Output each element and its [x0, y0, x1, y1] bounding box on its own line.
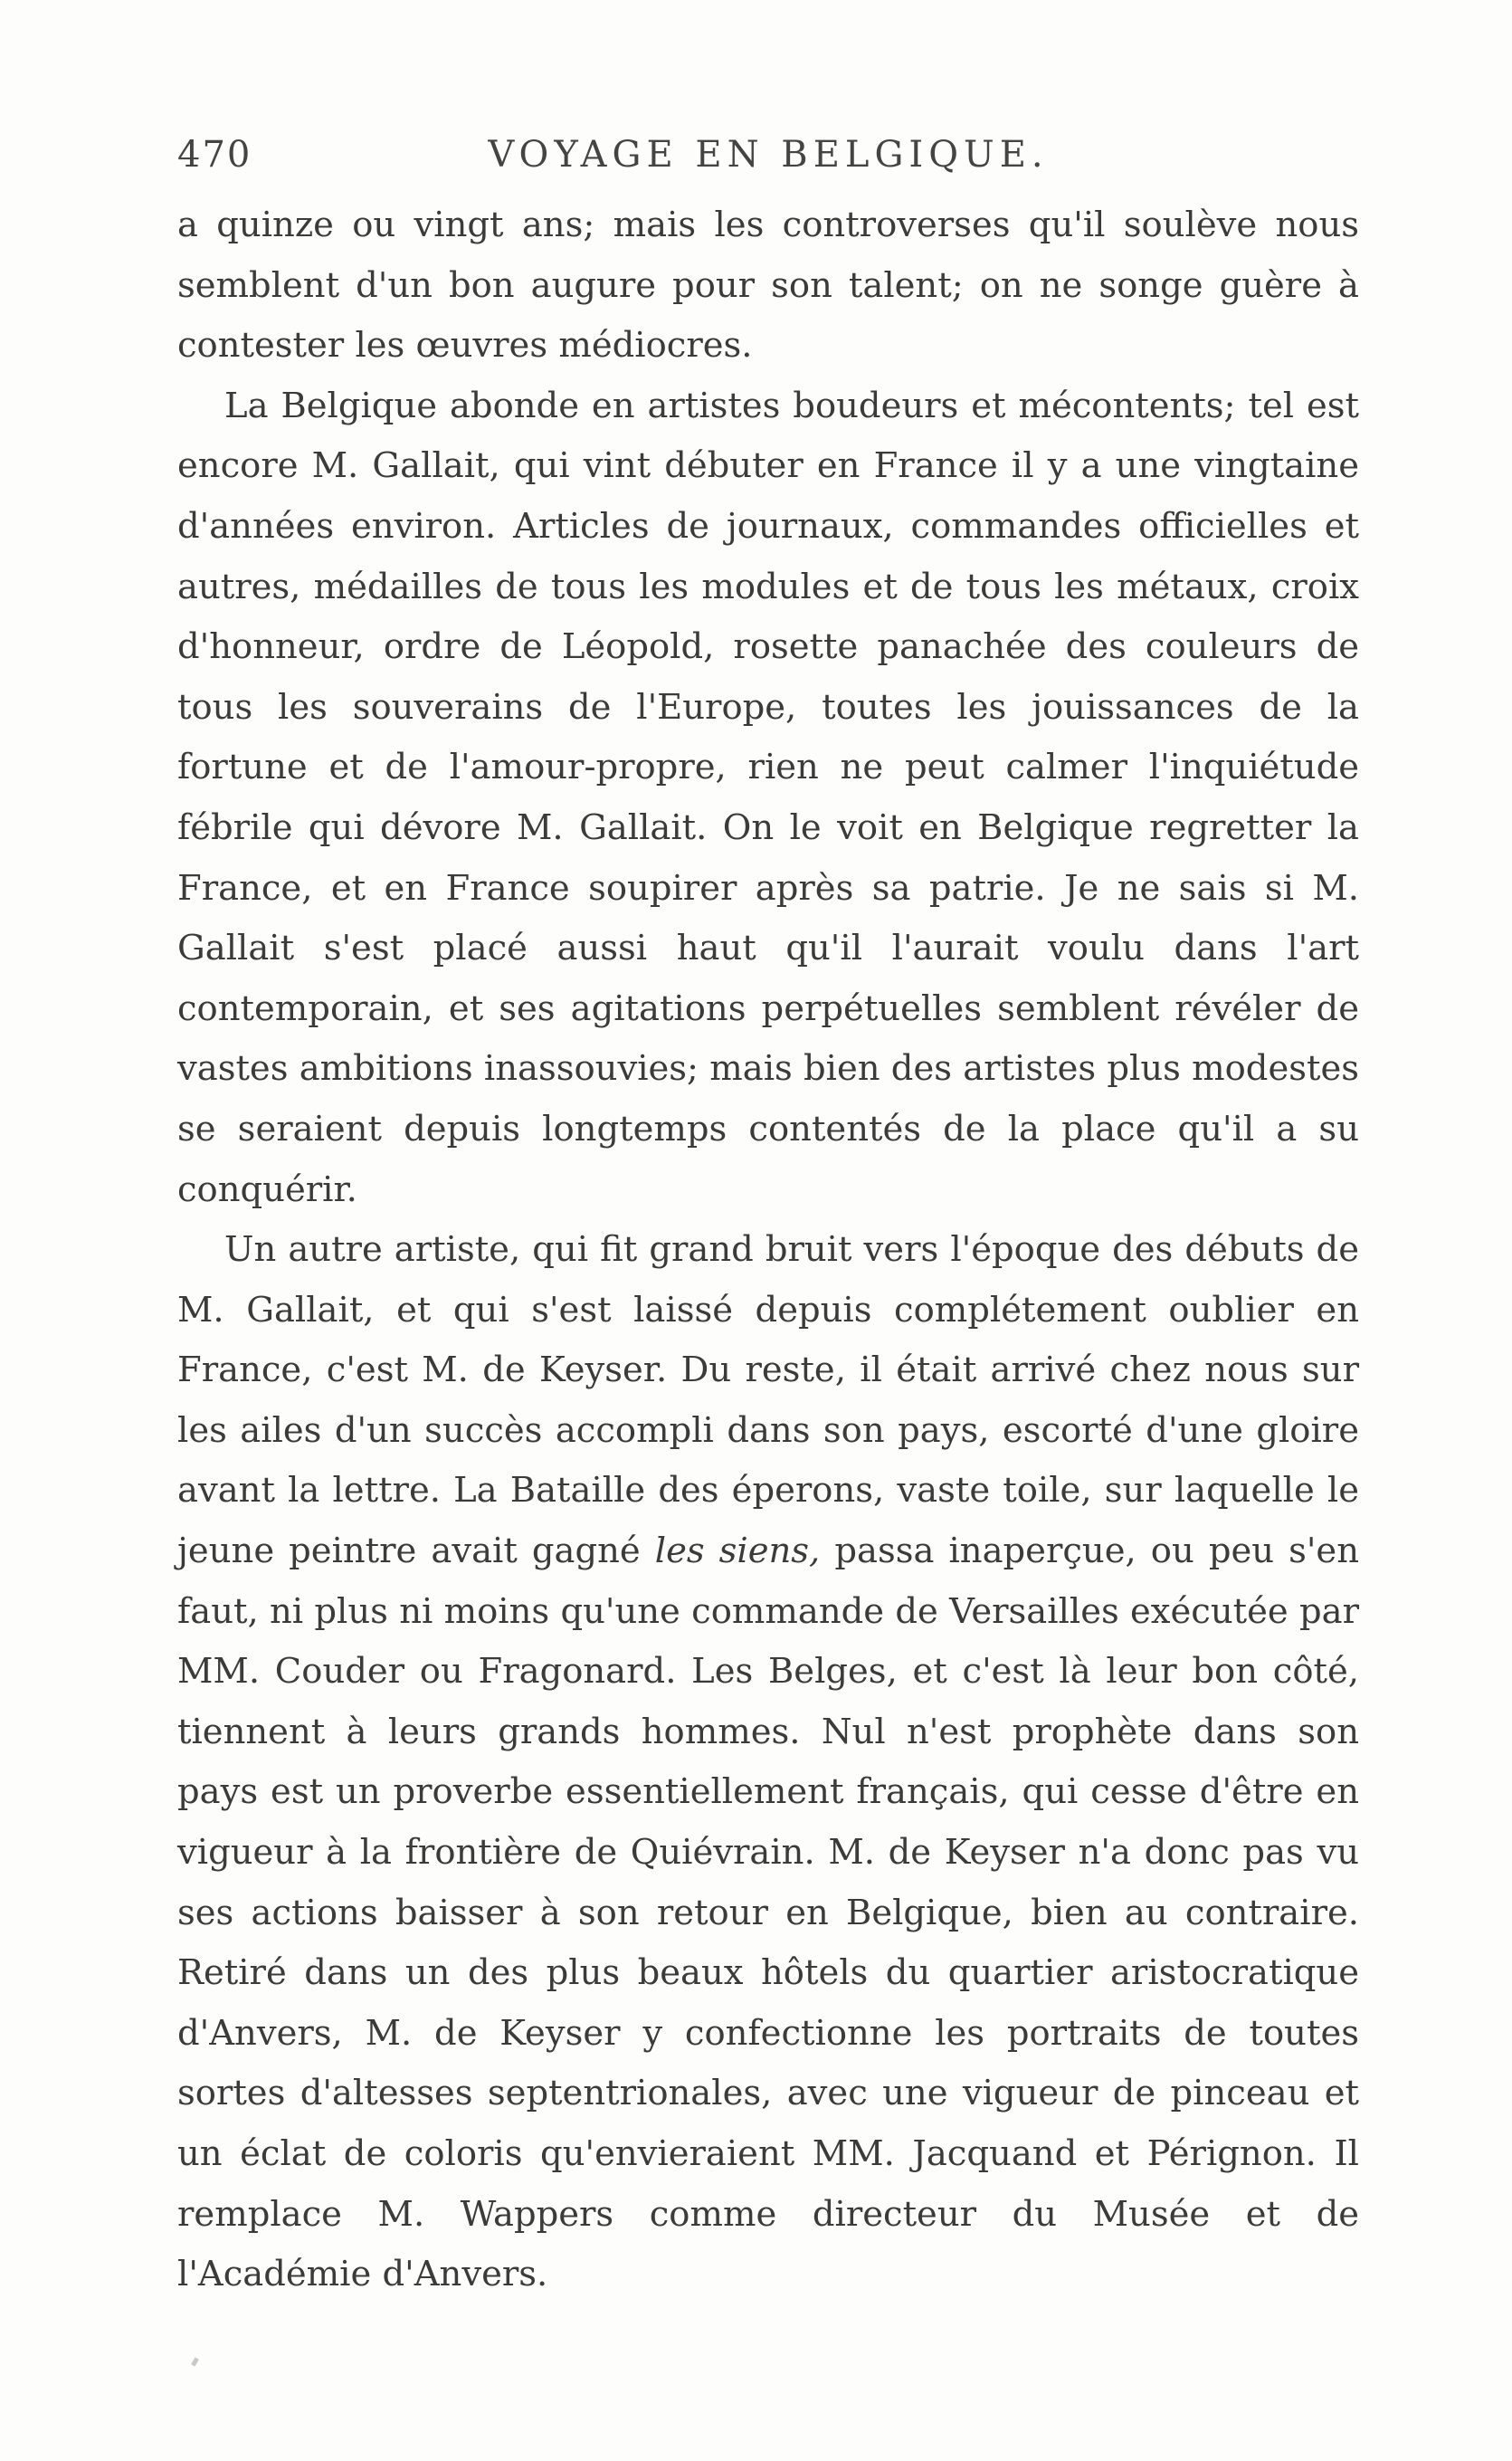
paragraph-de-keyser-part-2: passa inaperçue, ou peu s'en faut, ni plus ni moins qu'une commande de Versailles exécutée par MM. Couder ou Fragonard. Les Belges, et c'est là leur bon côté, tiennent à leurs grands hommes. Nul n'est prophète dans son pays est un proverbe essentiellement français, qui cesse d'être en vigueur à la frontière de Quiévrain. M. de Keyser n'a donc pas vu ses actions baisser à son retour en Belgique, bien au contraire. Retiré dans un des plus beaux hôtels du quartier aristocratique d'Anvers, M. de Keyser y confectionne les portraits de toutes sortes d'altesses septentrionales, avec une vigueur de pinceau et un éclat de coloris qu'envieraient MM. Jacquand et Pérignon. Il remplace M. Wappers comme directeur du Musée et de l'Académie d'Anvers.	[177, 1531, 1360, 2295]
running-title: VOYAGE EN BELGIQUE.	[488, 134, 1049, 176]
italic-phrase: les siens,	[654, 1531, 821, 1572]
body-text	[177, 196, 1359, 2305]
page-number: 470	[177, 134, 252, 176]
paper-blemish	[191, 2357, 199, 2366]
paragraph-de-keyser-part-1: Un autre artiste, qui fit grand bruit vers l'époque des débuts de M. Gallait, et qui s'est laissé depuis complétement oublier en France, c'est M. de Keyser. Du reste, il était arrivé chez nous sur les ailes d'un succès accompli dans son pays, escorté d'une gloire avant la lettre. La Bataille des éperons, vaste toile, sur laquelle le jeune peintre avait gagné	[177, 1229, 1359, 1572]
paragraph-continuation: a quinze ou vingt ans; mais les controverses qu'il soulève nous semblent d'un bon augure pour son talent; on ne songe guère à contester les œuvres médiocres.	[177, 205, 1359, 367]
paragraph-gallait: La Belgique abonde en artistes boudeurs et mécontents; tel est encore M. Gallait, qui vint débuter en France il y a une vingtaine d'années environ. Articles de journaux, commandes officielles et autres, médailles de tous les modules et de tous les métaux, croix d'honneur, ordre de Léopold, rosette panachée des couleurs de tous les souverains de l'Europe, toutes les jouissances de la fortune et de l'amour-propre, rien ne peut calmer l'inquiétude fébrile qui dévore M. Gallait. On le voit en Belgique regretter la France, et en France soupirer après sa patrie. Je ne sais si M. Gallait s'est placé aussi haut qu'il l'aurait voulu dans l'art contemporain, et ses agitations perpétuelles semblent révéler de vastes ambitions inassouvies; mais bien des artistes plus modestes se seraient depuis longtemps contentés de la place qu'il a su conquérir.	[177, 385, 1360, 1210]
running-head	[177, 134, 1359, 188]
paragraph-de-keyser	[177, 1220, 1359, 2305]
